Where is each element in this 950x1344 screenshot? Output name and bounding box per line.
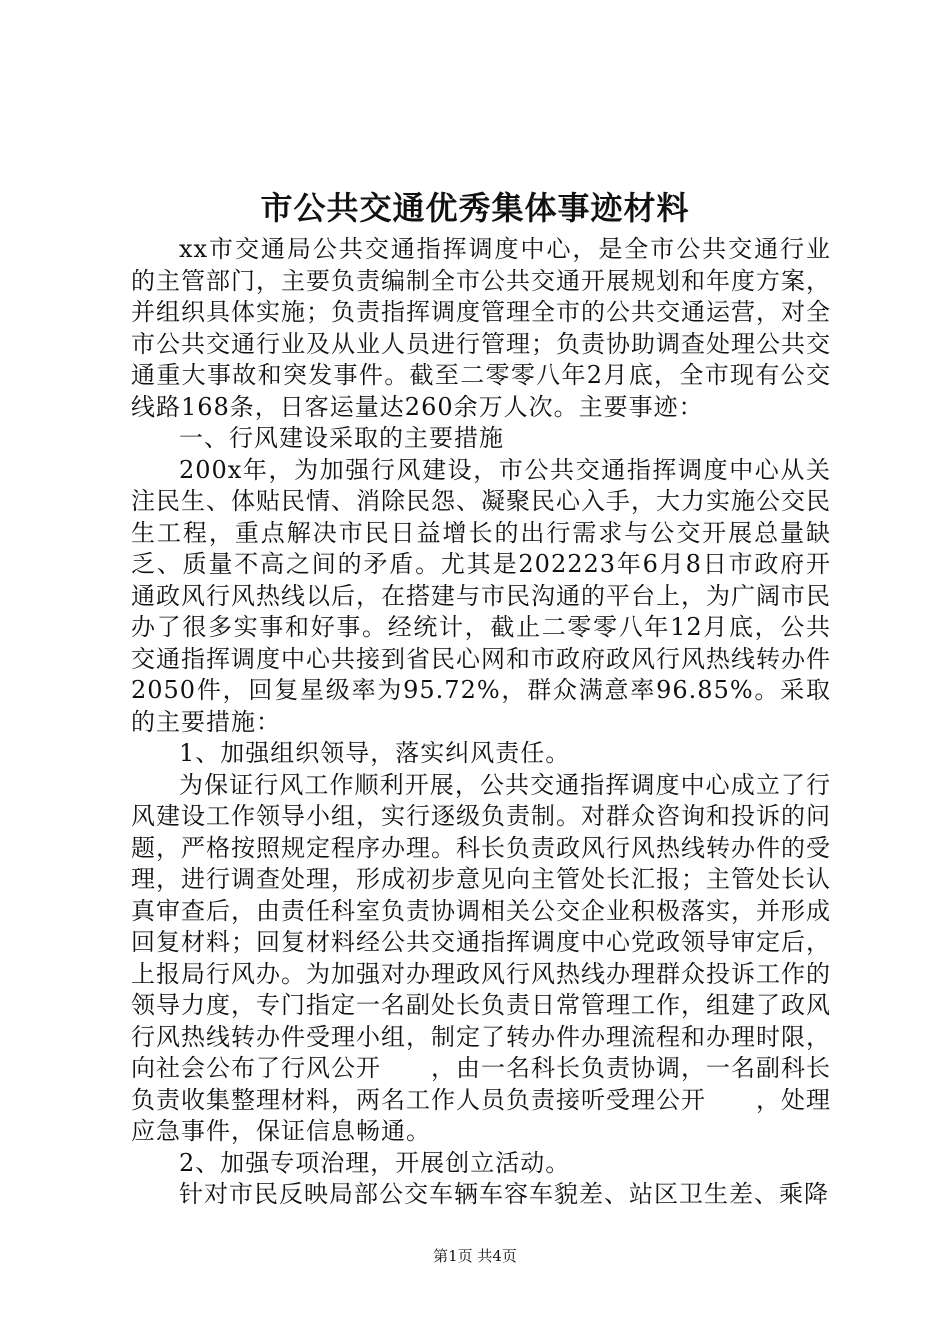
paragraph-section-1: 200x年，为加强行风建设，市公共交通指挥调度中心从关注民生、体贴民情、消除民怨、凝聚民心入手，大力实施公交民生工程，重点解决市民日益增长的出行需求与公交开展总量缺乏、质量不高之间的矛盾。尤其是202223年6月8日市政府开通政风行风热线以后，在搭建与市民沟通的平台上，为广阔市民办了很多实事和好事。经统计，截止二零零八年12月底，公共交通指挥调度中心共接到省民心网和市政府政风行风热线转办件2050件，回复星级率为95.72%，群众满意率96.85%。采取的主要措施： xyxy=(131,455,831,736)
page-number-footer: 第1页 共4页 xyxy=(433,1247,517,1265)
document-title: 市公共交通优秀集体事迹材料 xyxy=(260,189,690,227)
paragraph-subsection-2: 针对市民反映局部公交车辆车容车貌差、站区卫生差、乘降 xyxy=(179,1180,829,1208)
paragraph-intro: xx市交通局公共交通指挥调度中心，是全市公共交通行业的主管部门，主要负责编制全市公共交通开展规划和年度方案，并组织具体实施；负责指挥调度管理全市的公共交通运营，对全市公共交通行业及从业人员进行管理；负责协助调查处理公共交通重大事故和突发事件。截至二零零八年2月底，全市现有公交线路168条，日客运量达260余万人次。主要事迹： xyxy=(131,235,831,421)
paragraph-subsection-1: 为保证行风工作顺利开展，公共交通指挥调度中心成立了行风建设工作领导小组，实行逐级负责制。对群众咨询和投诉的问题，严格按照规定程序办理。科长负责政风行风热线转办件的受理，进行调查处理，形成初步意见向主管处长汇报；主管处长认真审查后，由责任科室负责协调相关公交企业积极落实，并形成回复材料；回复材料经公共交通指挥调度中心党政领导审定后，上报局行风办。为加强对办理政风行风热线办理群众投诉工作的领导力度，专门指定一名副处长负责日常管理工作，组建了政风行风热线转办件受理小组，制定了转办件办理流程和办理时限，向社会公布了行风公开 ，由一名科长负责协调，一名副科长负责收集整理材料，两名工作人员负责接听受理公开 ，处理应急事件，保证信息畅通。 xyxy=(131,770,831,1145)
document-body xyxy=(131,234,831,1211)
section-heading-1: 一、行风建设采取的主要措施 xyxy=(179,424,504,452)
subheading-1: 1、加强组织领导，落实纠风责任。 xyxy=(179,739,571,767)
subheading-2: 2、加强专项治理，开展创立活动。 xyxy=(179,1148,571,1177)
